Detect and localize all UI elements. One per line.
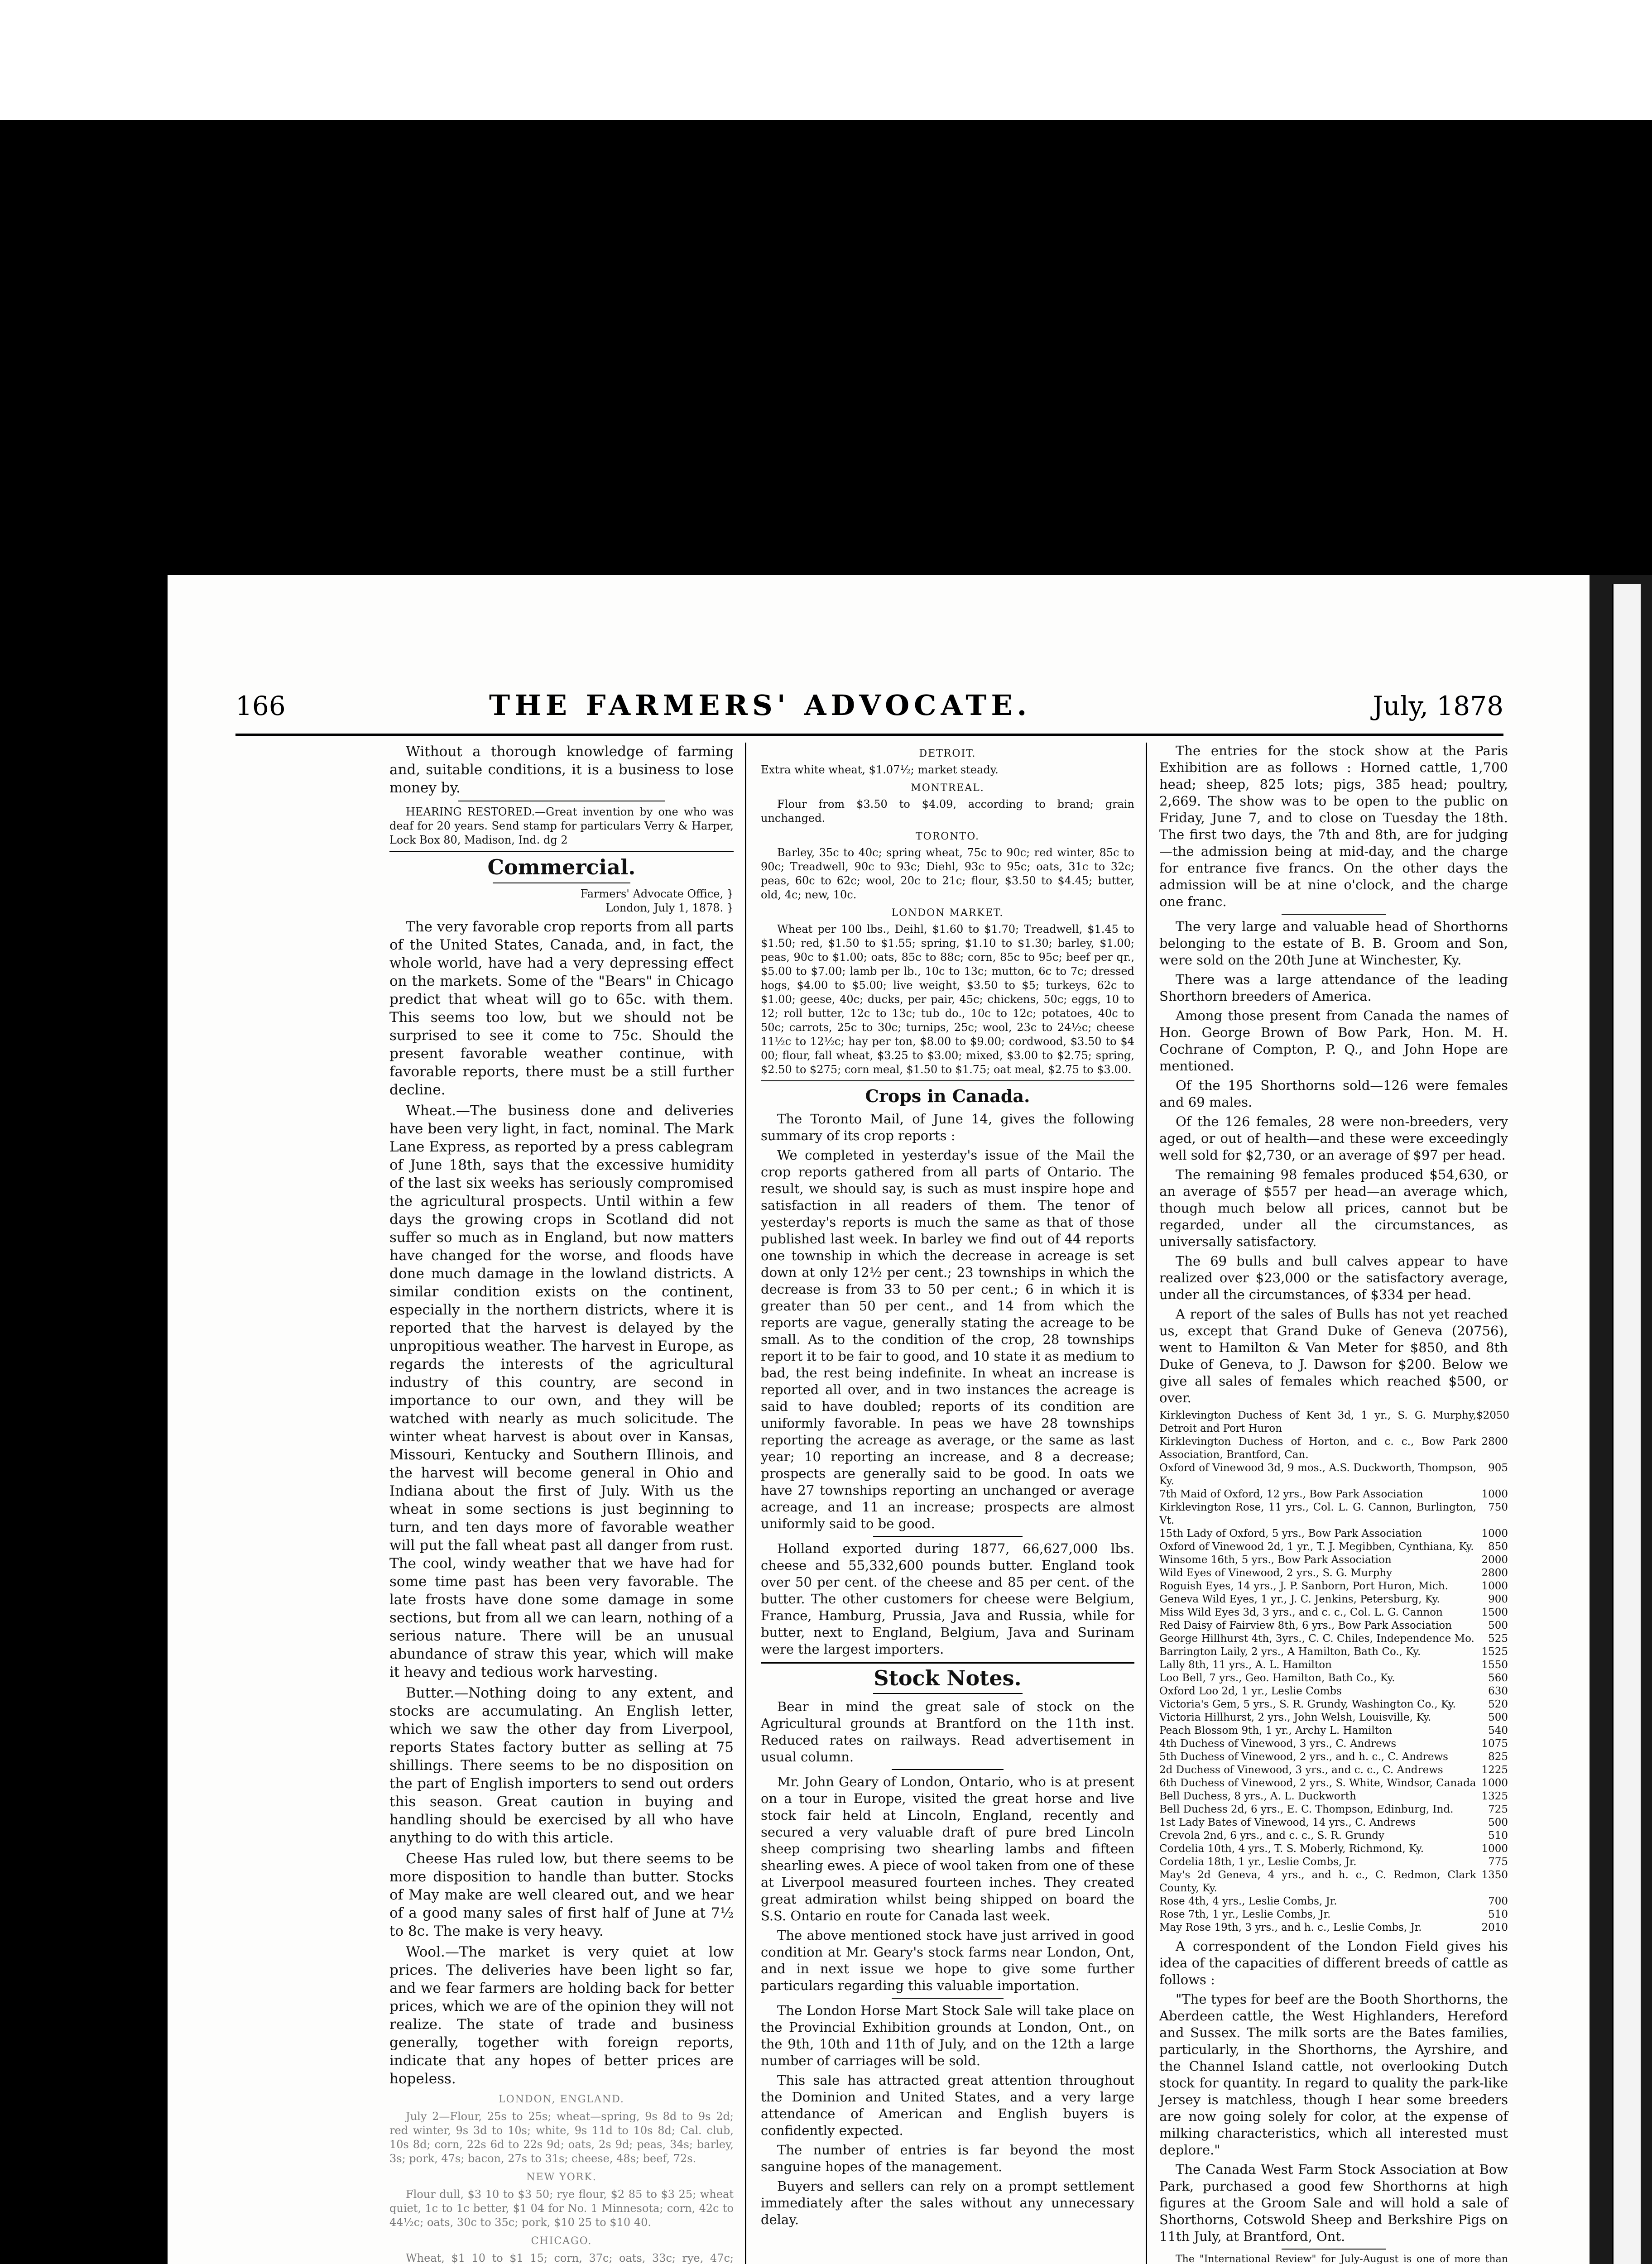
sale-row	[1159, 1685, 1508, 1698]
sale-price: 1500	[1481, 1607, 1508, 1618]
sale-row	[1159, 1842, 1508, 1856]
sale-price: 510	[1488, 1909, 1508, 1920]
sale-animal: Red Daisy of Fairview 8th, 6 yrs., Bow Park Association	[1159, 1620, 1452, 1631]
paris-exhibition: The entries for the stock show at the Paris Exhibition are as follows : Horned cattle, 1,700 head; sheep, 825 lots; pigs, 385 head; poultry, 2,669. The show was to be open to the public on Friday, June 7, and to close on Tuesday the 18th. The first two days, the 7th and 8th, are for judging—the admission being at mid-day, and the charge for entrance five francs. On the other days the admission will be at nine o'clock, and the charge one franc.	[1159, 743, 1508, 909]
sale-row	[1159, 1816, 1508, 1829]
stock-note-3: The above mentioned stock have just arrived in good condition at Mr. Geary's stock farms near London, Ont, and in next issue we hope to give some further particulars regarding this valuable importation.	[761, 1928, 1134, 1993]
sale-animal: 4th Duchess of Vinewood, 3 yrs., C. Andrews	[1159, 1738, 1397, 1750]
females-non-breeders: Of the 126 females, 28 were non-breeders, very aged, or out of health—and these were exceedingly well sold for $2,730, or an average of $97 per head.	[1159, 1114, 1508, 1163]
sale-animal: 1st Lady Bates of Vinewood, 14 yrs., C. Andrews	[1159, 1817, 1416, 1828]
sale-animal: Kirklevington Duchess of Horton, and c. c., Bow Park Association, Brantford, Can.	[1159, 1436, 1476, 1461]
sale-animal: Bell Duchess, 8 yrs., A. L. Duckworth	[1159, 1790, 1356, 1802]
sale-row	[1159, 1724, 1508, 1737]
sales-list	[1159, 1409, 1508, 1934]
sale-animal: Lally 8th, 11 yrs., A. L. Hamilton	[1159, 1659, 1332, 1671]
sale-animal: Miss Wild Eyes 3d, 3 yrs., and c. c., Col. L. G. Cannon	[1159, 1607, 1443, 1618]
sale-animal: Geneva Wild Eyes, 1 yr., J. C. Jenkins, Petersburg, Ky.	[1159, 1593, 1440, 1605]
canada-attendees: Among those present from Canada the names of Hon. George Brown of Bow Park, Hon. M. H. Cochrane of Compton, P. Q., and John Hope are mentioned.	[1159, 1008, 1508, 1074]
sale-price: 825	[1488, 1751, 1508, 1763]
dateline-office: Farmers' Advocate Office, }	[580, 887, 734, 900]
market-detroit-text: Extra white wheat, $1.07½; market steady.	[761, 763, 999, 776]
sale-row	[1159, 1554, 1508, 1567]
crops-heading: Crops in Canada.	[865, 1086, 1030, 1106]
sale-animal: Crevola 2nd, 6 yrs., and c. c., S. R. Grundy	[1159, 1830, 1384, 1842]
sale-price: 525	[1488, 1633, 1508, 1645]
stock-note-4: The London Horse Mart Stock Sale will take place on the Provincial Exhibition grounds at London, Ont., on the 9th, 10th and 11th of July, and on the 12th a large number of carriages will be sold.	[761, 2003, 1134, 2068]
sale-price: 1525	[1481, 1646, 1508, 1658]
commercial-heading: Commercial.	[487, 855, 636, 879]
sale-animal: Loo Bell, 7 yrs., Geo. Hamilton, Bath Co., Ky.	[1159, 1672, 1395, 1684]
attendance: There was a large attendance of the leading Shorthorn breeders of America.	[1159, 972, 1508, 1004]
sale-row	[1159, 1659, 1508, 1672]
sale-animal: 2d Duchess of Vinewood, 3 yrs., and c. c., C. Andrews	[1159, 1764, 1443, 1776]
sale-price: 630	[1488, 1685, 1508, 1697]
sale-row	[1159, 1908, 1508, 1921]
sale-row	[1159, 1580, 1508, 1593]
sale-price: 1000	[1481, 1580, 1508, 1592]
sale-price: 520	[1488, 1698, 1508, 1710]
sale-row	[1159, 1869, 1508, 1895]
market-london-england-text: July 2—Flour, 25s to 25s; wheat—spring, 9s 8d to 9s 2d; red winter, 9s 3d to 10s; white, 9s 11d to 10s 8d; Cal. club, 10s 8d; corn, 22s 6d to 22s 9d; oats, 2s 9d; peas, 34s; barley, 3s; pork, 47s; bacon, 27s to 31s; cheese, 48s; beef, 72s.	[389, 2110, 734, 2165]
market-london-text: Wheat per 100 lbs., Deihl, $1.60 to $1.70; Treadwell, $1.45 to $1.50; red, $1.50 to $1.55; spring, $1.10 to $1.30; barley, $1.00; peas, 90c to $1.00; oats, 85c to 88c; corn, 85c to 95c; beef per qr., $5.00 to $7.00; lamb per lb., 10c to 13c; mutton, 6c to 7c; dressed hogs, $4.00 to $5.00; live weight, $3.50 to $5; turkeys, 62c to $1.00; geese, 40c; ducks, per pair, 45c; chickens, 50c; eggs, 10 to 12; roll butter, 12c to 13c; tub do., 10c to 12c; potatoes, 40c to 50c; carrots, 25c to 30c; turnips, 25c; wool, 23c to 24½c; cheese 11½c to 12½c; hay per ton, $8.00 to $9.00; cordwood, $3.50 to $4 00; flour, fall wheat, $3.25 to $3.00; mixed, $3.00 to $2.75; spring, $2.50 to $275; corn meal, $1.50 to $1.75; oat meal, $2.75 to $3.00.	[761, 923, 1134, 1076]
sale-row	[1159, 1895, 1508, 1908]
breed-types-quote: "The types for beef are the Booth Shorthorns, the Aberdeen cattle, the West Highlanders, Hereford and Sussex. The milk sorts are the Bates families, particularly, in the Shorthorns, the Ayrshire, and the Channel Island cattle, not overlooking Dutch stock for quantity. In regard to quality the park-like Jersey is matchless, though I hear some breeders are now going solely for color, at the expense of milking characteristics, which all interested must deplore."	[1159, 1991, 1508, 2158]
international-review-note: The "International Review" for July-August is one of more than	[1176, 2254, 1508, 2264]
sale-row	[1159, 1409, 1508, 1435]
sale-row	[1159, 1567, 1508, 1580]
scan-margin-top	[0, 0, 1652, 120]
sale-price: $2050	[1476, 1410, 1510, 1421]
masthead: THE FARMERS' ADVOCATE.	[489, 689, 1032, 722]
cheese-report: Cheese Has ruled low, but there seems to be more disposition to handle than butter. Stocks of May make are well cleared out, and we hear of a good many sales of first half of June at 7½ to 8c. The make is very heavy.	[389, 1851, 734, 1939]
sale-price: 750	[1488, 1501, 1508, 1513]
bulls-report: A report of the sales of Bulls has not yet reached us, except that Grand Duke of Geneva (20756), went to Hamilton & Van Meter for $850, and 8th Duke of Geneva, to J. Dawson for $200. Below we give all sales of females which reached $500, or over.	[1159, 1306, 1508, 1405]
stock-note-5: This sale has attracted great attention throughout the Dominion and United States, and a very large attendance of American and English buyers is confidently expected.	[761, 2072, 1134, 2138]
column-3	[1159, 743, 1508, 2264]
sale-price: 850	[1488, 1541, 1508, 1553]
market-london: LONDON MARKET.	[891, 907, 1004, 919]
sale-price: 1225	[1481, 1764, 1508, 1776]
hearing-ad: HEARING RESTORED.—Great invention by one who was deaf for 20 years. Send stamp for particulars Verry & Harper, Lock Box 80, Madison, Ind. dg 2	[389, 806, 734, 846]
sale-row	[1159, 1632, 1508, 1645]
sale-row	[1159, 1501, 1508, 1527]
sale-row	[1159, 1462, 1508, 1488]
sale-price: 900	[1488, 1593, 1508, 1605]
market-montreal-text: Flour from $3.50 to $4.09, according to brand; grain unchanged.	[761, 798, 1134, 825]
market-new-york: NEW YORK.	[526, 2172, 597, 2183]
sale-row	[1159, 1764, 1508, 1777]
sale-row	[1159, 1593, 1508, 1606]
sale-animal: 15th Lady of Oxford, 5 yrs., Bow Park Association	[1159, 1528, 1422, 1540]
sale-row	[1159, 1672, 1508, 1685]
issue-date: July, 1878	[1373, 691, 1503, 721]
sale-row	[1159, 1645, 1508, 1659]
sale-price: 700	[1488, 1895, 1508, 1907]
sale-animal: Cordelia 18th, 1 yr., Leslie Combs, Jr.	[1159, 1856, 1357, 1868]
market-toronto-text: Barley, 35c to 40c; spring wheat, 75c to 90c; red winter, 85c to 90c; Treadwell, 90c to 93c; Diehl, 93c to 95c; oats, 31c to 32c; peas, 60c to 62c; wool, 20c to 21c; flour, $3.50 to $4.45; butter, old, 4c; new, 10c.	[761, 846, 1134, 901]
sale-animal: Wild Eyes of Vinewood, 2 yrs., S. G. Murphy	[1159, 1567, 1393, 1579]
page-header	[235, 691, 1503, 727]
sale-row	[1159, 1527, 1508, 1540]
sale-price: 1000	[1481, 1777, 1508, 1789]
sale-price: 775	[1488, 1856, 1508, 1868]
sale-animal: 6th Duchess of Vinewood, 2 yrs., S. White, Windsor, Canada	[1159, 1777, 1476, 1789]
sale-price: 1000	[1481, 1488, 1508, 1500]
market-montreal: MONTREAL.	[911, 782, 984, 794]
groom-sale-intro: The very large and valuable head of Shorthorns belonging to the estate of B. B. Groom and Son, were sold on the 20th June at Winchester, Ky.	[1159, 919, 1508, 968]
sale-price: 2800	[1481, 1436, 1508, 1448]
sale-animal: Winsome 16th, 5 yrs., Bow Park Association	[1159, 1554, 1392, 1566]
sale-row	[1159, 1698, 1508, 1711]
sale-price: 2800	[1481, 1567, 1508, 1579]
crops-intro: The Toronto Mail, of June 14, gives the following summary of its crop reports :	[761, 1111, 1134, 1143]
bulls-sales: The 69 bulls and bull calves appear to have realized over $23,000 or the satisfactory average, under all the circumstances, of $334 per head.	[1159, 1253, 1508, 1302]
sale-price: 500	[1488, 1620, 1508, 1631]
sale-row	[1159, 1619, 1508, 1632]
sale-row	[1159, 1856, 1508, 1869]
sale-price: 500	[1488, 1712, 1508, 1723]
sale-animal: Oxford of Vinewood 2d, 1 yr., T. J. Megibben, Cynthiana, Ky.	[1159, 1541, 1474, 1553]
sale-row	[1159, 1751, 1508, 1764]
sale-animal: Rose 7th, 1 yr., Leslie Combs, Jr.	[1159, 1909, 1331, 1920]
sale-price: 1000	[1481, 1843, 1508, 1855]
commercial-p1: The very favorable crop reports from all parts of the United States, Canada, and, in fact, the whole world, have had a very depressing effect on the markets. Some of the "Bears" in Chicago predict that wheat will go to 65c. with them. This seems too low, but we should not be surprised to see it come to 75c. Should the present favorable weather continue, with favorable reports, there must be a still further decline.	[389, 919, 734, 1098]
butter-report: Butter.—Nothing doing to any extent, and stocks are accumulating. An English letter, which we saw the other day from Liverpool, reports States factory butter as selling at 75 shillings. There seems to be no disposition on the part of English importers to send out orders this season. Great caution in buying and handling should be exercised by all who have anything to do with this article.	[389, 1685, 734, 1846]
sale-row	[1159, 1488, 1508, 1501]
column-rule-1	[745, 743, 746, 2264]
sale-price: 725	[1488, 1804, 1508, 1815]
sale-animal: Kirklevington Rose, 11 yrs., Col. L. G. Cannon, Burlington, Vt.	[1159, 1501, 1476, 1526]
sale-price: 2000	[1481, 1554, 1508, 1566]
sale-row	[1159, 1803, 1508, 1816]
sale-price: 1325	[1481, 1790, 1508, 1802]
sale-price: 1550	[1481, 1659, 1508, 1671]
sale-price: 510	[1488, 1830, 1508, 1842]
stock-notes-heading: Stock Notes.	[874, 1666, 1022, 1690]
sale-animal: Victoria Hillhurst, 2 yrs., John Welsh, Louisville, Ky.	[1159, 1712, 1431, 1723]
sale-row	[1159, 1737, 1508, 1751]
holland-exports: Holland exported during 1877, 66,627,000 lbs. cheese and 55,332,600 pounds butter. England took over 50 per cent. of the cheese and 85 per cent. of the butter. The other customers for cheese were Belgium, France, Hamburg, Prussia, Java and Russia, while for butter, next to England, Belgium, Java and Surinam were the largest importers.	[761, 1541, 1134, 1657]
market-detroit: DETROIT.	[919, 748, 976, 759]
intro-text: Without a thorough knowledge of farming and, suitable conditions, it is a business to lose money by.	[389, 743, 734, 796]
sale-animal: George Hillhurst 4th, 3yrs., C. C. Chiles, Independence Mo.	[1159, 1633, 1474, 1645]
stock-note-2: Mr. John Geary of London, Ontario, who is at present on a tour in Europe, visited the great horse and live stock fair held at Lincoln, England, recently and secured a very valuable draft of pure bred Lincoln sheep comprising two shearling lambs and fifteen shearling ewes. A piece of wool taken from one of these at Liverpool measured fourteen inches. They created great admiration whilst being shipped on board the S.S. Ontario en route for Canada last week.	[761, 1774, 1134, 1923]
sale-animal: Bell Duchess 2d, 6 yrs., E. C. Thompson, Edinburg, Ind.	[1159, 1804, 1454, 1815]
sale-animal: Oxford Loo 2d, 1 yr., Leslie Combs	[1159, 1685, 1342, 1697]
market-london-england: LONDON, ENGLAND.	[499, 2094, 624, 2105]
sale-row	[1159, 1435, 1508, 1462]
sale-price: 560	[1488, 1672, 1508, 1684]
wool-report: Wool.—The market is very quiet at low prices. The deliveries have been light so far, and we fear farmers are holding back for better prices, which we are of the opinion they will not realize. The state of trade and business generally, together with foreign reports, indicate that any hopes of better prices are hopeless.	[389, 1944, 734, 2087]
sale-animal: Kirklevington Duchess of Kent 3d, 1 yr., S. G. Murphy, Detroit and Port Huron	[1159, 1410, 1476, 1434]
field-correspondent: A correspondent of the London Field gives his idea of the capacities of different breeds of cattle as follows :	[1159, 1938, 1508, 1987]
sale-price: 1350	[1481, 1869, 1508, 1881]
sale-animal: 5th Duchess of Vinewood, 2 yrs., and h. c., C. Andrews	[1159, 1751, 1448, 1763]
dateline-date: London, July 1, 1878. }	[605, 902, 734, 914]
market-new-york-text: Flour dull, $3 10 to $3 50; rye flour, $2 85 to $3 25; wheat quiet, 1c to 1c better, $1 04 for No. 1 Minnesota; corn, 42c to 44½c; oats, 30c to 35c; pork, $10 25 to $10 40.	[389, 2188, 734, 2229]
sale-price: 905	[1488, 1462, 1508, 1474]
sale-row	[1159, 1777, 1508, 1790]
next-page-edge	[1612, 584, 1641, 2264]
sale-animal: Rose 4th, 4 yrs., Leslie Combs, Jr.	[1159, 1895, 1337, 1907]
sale-animal: Peach Blossom 9th, 1 yr., Archy L. Hamilton	[1159, 1725, 1392, 1736]
market-chicago: CHICAGO.	[531, 2235, 592, 2247]
market-toronto: TORONTO.	[916, 831, 980, 842]
stock-note-7: Buyers and sellers can rely on a prompt settlement immediately after the sales without any unnecessary delay.	[761, 2178, 1134, 2227]
sale-animal: May's 2d Geneva, 4 yrs., and h. c., C. Redmon, Clark County, Ky.	[1159, 1869, 1476, 1894]
column-rule-2	[1146, 743, 1147, 2264]
sale-row	[1159, 1711, 1508, 1724]
sale-price: 1075	[1481, 1738, 1508, 1750]
sale-price: 2010	[1481, 1922, 1508, 1933]
sale-row	[1159, 1921, 1508, 1934]
sale-animal: Barrington Laily, 2 yrs., A Hamilton, Bath Co., Ky.	[1159, 1646, 1421, 1658]
remaining-females: The remaining 98 females produced $54,630, or an average of $557 per head—an average which, though much below all prices, cannot but be regarded, under all the circumstances, as universally satisfactory.	[1159, 1167, 1508, 1249]
shorthorns-sold: Of the 195 Shorthorns sold—126 were females and 69 males.	[1159, 1078, 1508, 1110]
canada-west-association: The Canada West Farm Stock Association at Bow Park, purchased a good few Shorthorns at high figures at the Groom Sale and will hold a sale of Shorthorns, Cotswold Sheep and Berkshire Pigs on 11th July, at Brantford, Ont.	[1159, 2162, 1508, 2244]
crops-report: We completed in yesterday's issue of the Mail the crop reports gathered from all parts of Ontario. The result, we should say, is such as must inspire hope and satisfaction in all readers of them. The tenor of yesterday's reports is much the same as that of those published last week. In barley we find out of 44 reports one township in which the decrease in acreage is set down at only 12½ per cent.; 23 townships in which the decrease is from 33 to 50 per cent.; 6 in which it is greater than 50 per cent., and 14 from which the reports are vague, generally stating the acreage to be small. As to the condition of the crop, 28 townships report it to be fair to good, and 10 state it as medium to bad, the rest being indefinite. In wheat an increase is reported all over, and in two instances the acreage is said to have doubled; reports of its condition are uniformly favorable. In peas we have 28 townships reporting the acreage as average, or the same as last year; 10 reporting an increase, and 8 a decrease; prospects are generally said to be good. In oats we have 27 townships reporting an unchanged or average acreage, and 11 an increase; prospects are almost uniformly said to be good.	[761, 1147, 1134, 1531]
sale-animal: May Rose 19th, 3 yrs., and h. c., Leslie Combs, Jr.	[1159, 1922, 1422, 1933]
sale-animal: 7th Maid of Oxford, 12 yrs., Bow Park Association	[1159, 1488, 1423, 1500]
sale-row	[1159, 1540, 1508, 1554]
sale-price: 500	[1488, 1817, 1508, 1828]
stock-note-1: Bear in mind the great sale of stock on the Agricultural grounds at Brantford on the 11th inst. Reduced rates on railways. Read advertisement in usual column.	[761, 1699, 1134, 1765]
sale-animal: Roguish Eyes, 14 yrs., J. P. Sanborn, Port Huron, Mich.	[1159, 1580, 1448, 1592]
sale-animal: Oxford of Vinewood 3d, 9 mos., A.S. Duckworth, Thompson, Ky.	[1159, 1462, 1476, 1487]
sale-row	[1159, 1790, 1508, 1803]
sale-row	[1159, 1829, 1508, 1842]
stock-note-6: The number of entries is far beyond the most sanguine hopes of the management.	[761, 2142, 1134, 2174]
market-chicago-text: Wheat, $1 10 to $1 15; corn, 37c; oats, 33c; rye, 47c;	[406, 2252, 734, 2264]
sale-price: 1000	[1481, 1528, 1508, 1540]
wheat-report: Wheat.—The business done and deliveries have been very light, in fact, nominal. The Mark Lane Express, as reported by a press cablegram of June 18th, says that the excessive humidity of the last six weeks has seriously compromised the agricultural prospects. Until within a few days the growing crops in Scotland did not suffer so much as in England, but now matters have changed for the worse, and floods have done much damage in the lowland districts. A similar condition exists on the continent, especially in the northern districts, where it is reported that the harvest is delayed by the unpropitious weather. The harvest in Europe, as regards the interests of the agricultural industry of this country, are second in importance to our own, and they will be watched with nearly as much solicitude. The winter wheat harvest is about over in Kansas, Missouri, Kentucky and Southern Illinois, and the harvest will become general in Ohio and Indiana about the first of July. With us the wheat in some sections is just beginning to turn, and ten days more of favorable weather will put the fall wheat past all danger from rust. The cool, windy weather that we have had for some time past has been very favorable. The late frosts have done some damage in some sections, but from all we can learn, nothing of a serious nature. There will be an unusual abundance of straw this year, which will make it heavy and tedious work harvesting.	[389, 1103, 734, 1680]
sale-price: 540	[1488, 1725, 1508, 1736]
column-2	[761, 743, 1134, 2231]
sale-row	[1159, 1606, 1508, 1619]
header-rule	[235, 734, 1503, 736]
sale-animal: Cordelia 10th, 4 yrs., T. S. Moberly, Richmond, Ky.	[1159, 1843, 1424, 1855]
page-number: 166	[235, 691, 286, 721]
sale-animal: Victoria's Gem, 5 yrs., S. R. Grundy, Washington Co., Ky.	[1159, 1698, 1456, 1710]
column-1	[389, 743, 734, 2264]
